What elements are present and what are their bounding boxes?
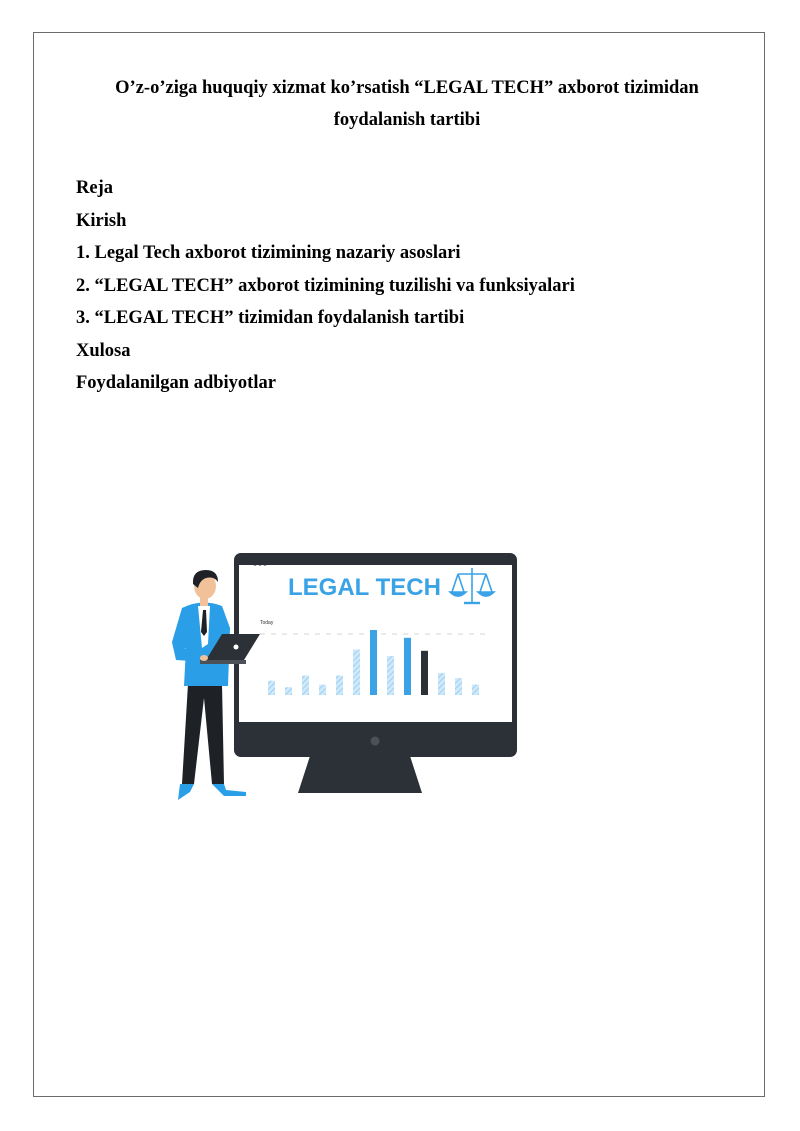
monitor-stand [298, 756, 422, 793]
chart-bar [455, 678, 462, 695]
chart-bar [336, 676, 343, 696]
chart-bar [319, 685, 326, 695]
monitor-power-button [371, 737, 380, 746]
laptop-logo-icon [234, 645, 239, 650]
laptop-base [200, 660, 246, 664]
chart-bar [404, 638, 411, 695]
document-title-line-2: foydalanish tartibi [333, 110, 481, 130]
toc-item-chapter-1: 1. Legal Tech axborot tizimining nazariy asoslari [76, 243, 461, 263]
chart-bar [285, 687, 292, 695]
document-title-line-1: O’z-o’ziga huquqiy xizmat ko’rsatish “LEGAL TECH” axborot tizimidan [115, 78, 699, 98]
toc-item-chapter-2: 2. “LEGAL TECH” axborot tizimining tuzilishi va funksiyalari [76, 275, 575, 296]
toc-item-kirish: Kirish [76, 210, 127, 231]
document-title [60, 72, 754, 136]
window-dot-icon [258, 562, 261, 565]
chart-bar [438, 673, 445, 695]
chart-bar [387, 656, 394, 695]
person-hand [200, 655, 208, 661]
person-shoe-right [212, 784, 246, 796]
illustration-svg [160, 548, 530, 808]
legal-tech-illustration [160, 548, 530, 808]
person-trousers [182, 684, 224, 784]
toc-heading-reja: Reja [76, 178, 113, 198]
toc-item-chapter-3: 3. “LEGAL TECH” tizimidan foydalanish tartibi [76, 308, 465, 328]
person-shoe-left [178, 784, 194, 800]
window-dot-icon [263, 562, 266, 565]
screen-title: LEGAL TECH [288, 574, 441, 601]
toc-item-references: Foydalanilgan adbiyotlar [76, 373, 276, 393]
chart-bar [302, 676, 309, 696]
chart-bar [472, 685, 479, 695]
chart-bar [353, 650, 360, 696]
window-dot-icon [253, 562, 256, 565]
toc-item-xulosa: Xulosa [76, 340, 131, 361]
table-of-contents [76, 172, 575, 400]
chart-bar [268, 681, 275, 695]
chart-bar [421, 651, 428, 695]
chart-bar [370, 630, 377, 695]
chart-label-today: Today [260, 620, 274, 626]
